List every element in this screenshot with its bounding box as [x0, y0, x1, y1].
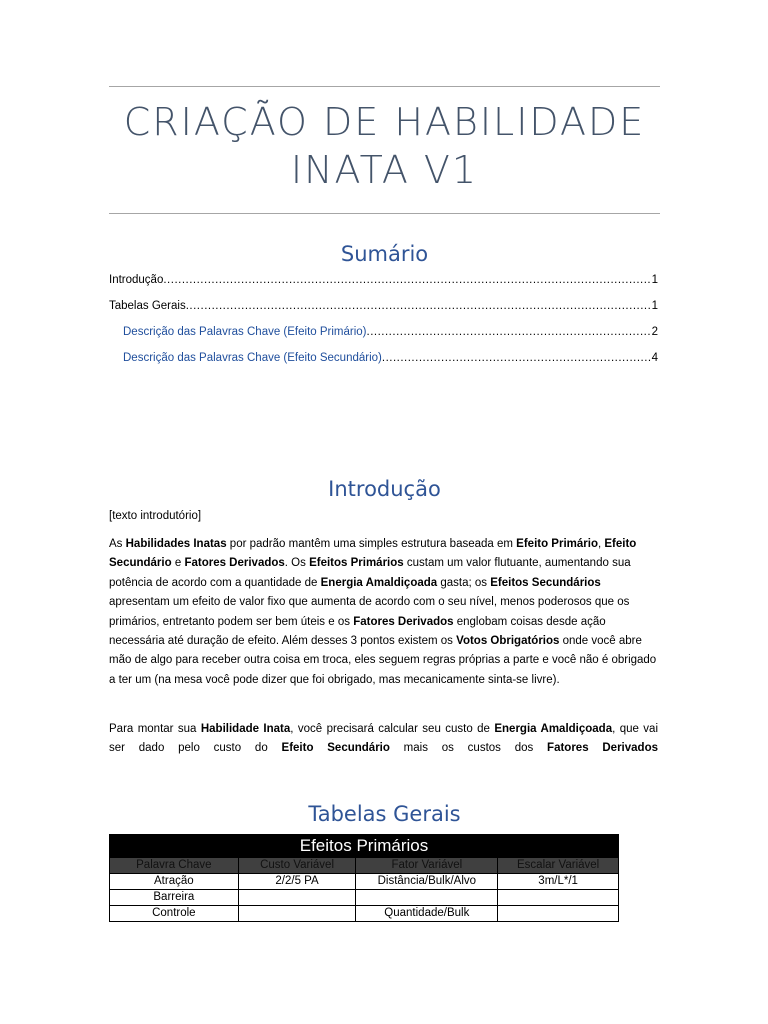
text-run: As: [109, 538, 126, 550]
bold-term: Votos Obrigatórios: [456, 635, 560, 648]
table-cell: [238, 890, 356, 906]
text-run: , você precisará calcular seu custo de: [290, 723, 495, 735]
text-run: englobam coisas desde ação necessária até duração de efeito. Além desses 3 pontos existem os: [109, 615, 606, 648]
table-cell: [238, 906, 356, 922]
title-line-1: CRIAÇÃO DE HABILIDADE: [123, 100, 646, 144]
column-header: Escalar Variável: [498, 858, 619, 874]
toc-entry-page: 4: [651, 352, 658, 364]
column-header: Custo Variável: [238, 858, 356, 874]
intro-placeholder: [texto introdutório]: [109, 510, 202, 522]
text-run: apresentam um efeito de valor fixo que aumenta de acordo com o seu nível, menos poderosos que os primários, entretanto podem ser bem úteis e os: [109, 596, 630, 628]
toc-entry-page: 1: [651, 274, 658, 286]
intro-heading: Introdução: [328, 477, 441, 501]
table-cell: [498, 890, 619, 906]
table-cell: [498, 906, 619, 922]
bold-term: Efeito Secundário: [109, 538, 637, 570]
toc-entry-label: Tabelas Gerais: [109, 300, 186, 312]
table-cell: Controle: [110, 906, 239, 922]
tables-heading: Tabelas Gerais: [308, 802, 461, 826]
toc-entry-efeito-secundario[interactable]: [123, 350, 658, 366]
table-cell: [356, 890, 498, 906]
bold-term: Habilidade Inata: [200, 723, 291, 735]
column-header: Palavra Chave: [110, 858, 239, 874]
bold-term: Fatores Derivados: [547, 742, 658, 755]
toc-entry-introducao[interactable]: [109, 272, 658, 288]
bold-term: Efeitos Secundários: [490, 576, 601, 589]
table-cell: Quantidade/Bulk: [356, 906, 498, 922]
text-run: e: [171, 557, 185, 570]
bold-term: Efeito Primário: [516, 538, 598, 550]
text-run: . Os: [284, 557, 310, 570]
table-cell: 3m/L*/1: [498, 874, 619, 890]
text-run: mais os custos dos: [389, 742, 548, 755]
bold-term: Energia Amaldiçoada: [494, 723, 613, 735]
title-bottom-rule: [109, 213, 660, 214]
intro-paragraph-2: [109, 720, 658, 759]
toc-entry-page: 1: [651, 300, 658, 312]
toc-leader-dots: [367, 324, 652, 340]
toc-heading: Sumário: [340, 242, 429, 266]
intro-paragraph-1: [109, 535, 658, 690]
title-line-2: INATA V1: [290, 148, 479, 192]
toc-leader-dots: [163, 272, 651, 288]
toc-leader-dots: [186, 298, 652, 314]
table-row: [110, 906, 619, 922]
toc-entry-label: Descrição das Palavras Chave (Efeito Primário): [123, 326, 367, 338]
toc-entry-page: 2: [651, 326, 658, 338]
bold-term: Efeitos Primários: [309, 557, 404, 570]
bold-term: Habilidades Inatas: [125, 538, 227, 550]
text-run: , que vai ser dado pelo custo do: [109, 723, 659, 755]
text-run: onde você abre mão de algo para receber outra coisa em troca, eles seguem regras próprias a parte e você não é obrigado a ter um (na mesa você pode dizer que foi obrigado, mas mecanicamente sinta-se livre).: [109, 635, 657, 686]
text-run: ,: [597, 538, 605, 550]
toc-entry-tabelas-gerais[interactable]: [109, 298, 658, 314]
table-row: [110, 874, 619, 890]
primary-effects-table: [109, 834, 619, 922]
title-top-rule: [109, 86, 660, 87]
table-row: [110, 890, 619, 906]
table-cell: 2/2/5 PA: [238, 874, 356, 890]
bold-term: Efeito Secundário: [281, 742, 390, 755]
text-run: por padrão mantêm uma simples estrutura baseada em: [226, 538, 517, 550]
toc-entry-label: Introdução: [109, 274, 164, 286]
table-cell: Distância/Bulk/Alvo: [356, 874, 498, 890]
text-run: Para montar sua: [109, 723, 201, 735]
bold-term: Fatores Derivados: [184, 557, 285, 570]
text-run: custam um valor flutuante, aumentando sua potência de acordo com a quantidade de: [109, 557, 631, 589]
bold-term: Fatores Derivados: [353, 615, 454, 628]
bold-term: Energia Amaldiçoada: [320, 576, 438, 589]
toc-leader-dots: [382, 350, 652, 366]
table-cell: Atração: [110, 874, 239, 890]
table-cell: Barreira: [110, 890, 239, 906]
toc-entry-efeito-primario[interactable]: [123, 324, 658, 340]
text-run: gasta; os: [437, 576, 491, 589]
column-header: Fator Variável: [356, 858, 498, 874]
table-caption: Efeitos Primários: [110, 835, 619, 858]
toc-entry-label: Descrição das Palavras Chave (Efeito Secundário): [123, 352, 382, 364]
document-title: [109, 98, 660, 194]
